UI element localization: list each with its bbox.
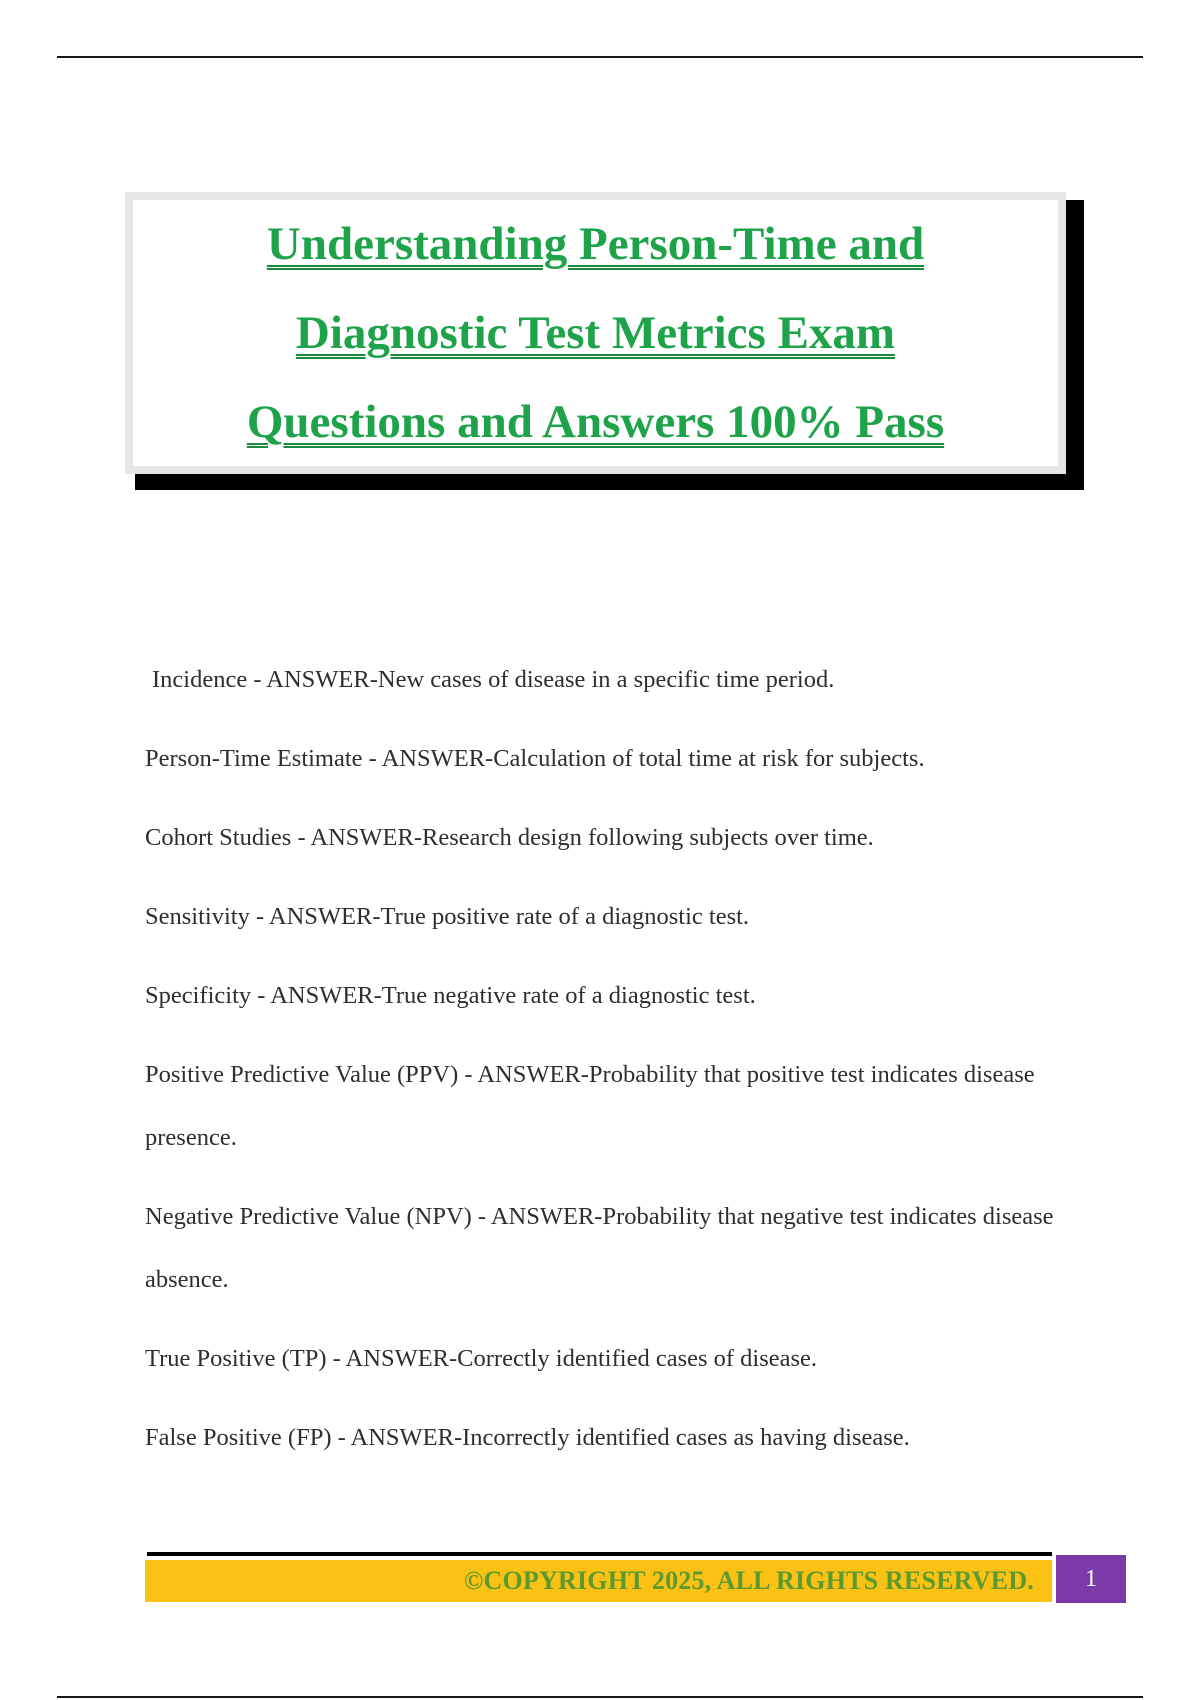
qa-item-false-positive: False Positive (FP) - ANSWER-Incorrectly identified cases as having disease. (145, 1424, 910, 1451)
copyright-text: ©COPYRIGHT 2025, ALL RIGHTS RESERVED. (463, 1566, 1034, 1595)
qa-item-ppv: Positive Predictive Value (PPV) - ANSWER-Probability that positive test indicates disease presence. (145, 1061, 1035, 1151)
footer-bar (145, 1560, 1052, 1602)
title-line-1: Understanding Person-Time and (266, 217, 925, 270)
title-box (125, 192, 1066, 474)
top-divider (57, 56, 1143, 58)
qa-item-npv: Negative Predictive Value (NPV) - ANSWER-Probability that negative test indicates disease absence. (145, 1203, 1054, 1293)
bottom-divider (57, 1696, 1143, 1698)
footer-top-rule (147, 1552, 1052, 1556)
qa-item-cohort-studies: Cohort Studies - ANSWER-Research design following subjects over time. (145, 824, 874, 851)
title-line-3: Questions and Answers 100% Pass (246, 395, 945, 448)
title-line-2: Diagnostic Test Metrics Exam (295, 306, 896, 359)
qa-item-person-time: Person-Time Estimate - ANSWER-Calculation of total time at risk for subjects. (145, 745, 925, 772)
qa-item-incidence: Incidence - ANSWER-New cases of disease in a specific time period. (152, 666, 835, 693)
qa-item-sensitivity: Sensitivity - ANSWER-True positive rate of a diagnostic test. (145, 903, 750, 930)
qa-item-specificity: Specificity - ANSWER-True negative rate of a diagnostic test. (145, 982, 756, 1009)
qa-list (145, 648, 1075, 1485)
page-number: 1 (1056, 1555, 1126, 1603)
qa-item-true-positive: True Positive (TP) - ANSWER-Correctly identified cases of disease. (145, 1345, 818, 1372)
